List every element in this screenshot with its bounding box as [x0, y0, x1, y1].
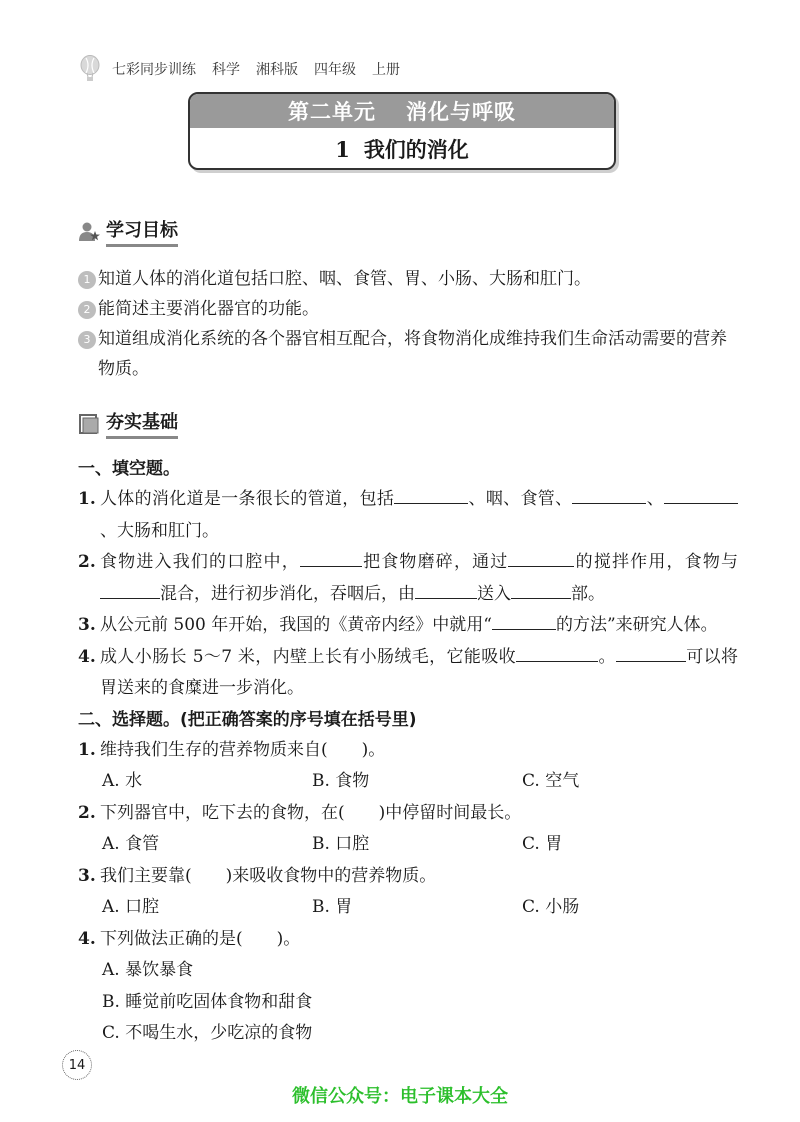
multiple-choice-title: 二、选择题。(把正确答案的序号填在括号里) — [78, 709, 417, 730]
fill-question-3 — [78, 610, 738, 642]
option-c[interactable]: C. 不喝生水，少吃凉的食物 — [102, 1023, 313, 1043]
objective-item — [78, 264, 738, 294]
answer-blank[interactable] — [616, 644, 686, 662]
choice-question-4 — [78, 924, 738, 956]
option-b[interactable]: B. 胃 — [312, 897, 353, 917]
question-text: 送入 — [477, 583, 511, 604]
question-text: 、大肠和肛门。 — [100, 520, 219, 541]
header-series: 七彩同步训练 — [112, 62, 196, 78]
answer-blank[interactable] — [572, 486, 646, 504]
option-b[interactable]: B. 食物 — [312, 771, 370, 791]
question-text: 的方法”来研究人体。 — [555, 615, 718, 635]
unit-title-box — [188, 92, 616, 170]
fill-blank-title: 一、填空题。 — [78, 459, 180, 479]
unit-title — [190, 94, 614, 128]
option-b[interactable]: B. 睡觉前吃固体食物和甜食 — [102, 991, 313, 1012]
question-number: 4. — [78, 928, 96, 949]
balloon-logo-icon — [78, 55, 102, 83]
choice-question-1 — [78, 735, 738, 767]
question-number: 1. — [78, 739, 96, 760]
objectives-heading-label: 学习目标 — [106, 216, 178, 247]
question-text: 食物进入我们的口腔中， — [100, 552, 300, 572]
objective-number: 2 — [78, 301, 96, 319]
answer-blank[interactable] — [394, 486, 468, 504]
choice-question-3 — [78, 861, 738, 893]
header-subject: 科学 — [212, 62, 240, 78]
answer-blank[interactable] — [300, 549, 362, 567]
option-b[interactable]: B. 口腔 — [312, 834, 370, 854]
question-number: 1. — [78, 489, 96, 509]
objectives-heading — [78, 216, 178, 247]
option-c[interactable]: C. 空气 — [522, 771, 580, 791]
option-a[interactable]: A. 水 — [102, 771, 143, 791]
option-a[interactable]: A. 暴饮暴食 — [102, 960, 194, 980]
unit-number: 第二单元 — [288, 99, 376, 124]
choice-options — [78, 892, 738, 924]
question-number: 3. — [78, 615, 96, 635]
choice-options — [78, 829, 738, 861]
lesson-number: 1 — [335, 136, 350, 162]
question-text: 人体的消化道是一条很长的管道，包括 — [100, 489, 395, 509]
question-text: 从公元前 500 年开始，我国的《黄帝内经》中就用“ — [100, 615, 492, 635]
exercise-area — [78, 454, 738, 1050]
objective-item — [78, 294, 738, 324]
question-text: 部。 — [571, 583, 605, 604]
question-text: 、 — [646, 489, 665, 509]
objective-text: 能简述主要消化器官的功能。 — [98, 299, 319, 319]
objective-text: 知道组成消化系统的各个器官相互配合，将食物消化成维持我们生命活动需要的营养物质。 — [98, 329, 727, 379]
option-a[interactable]: A. 食管 — [102, 834, 160, 854]
objective-item — [78, 324, 738, 384]
answer-blank[interactable] — [516, 644, 598, 662]
choice-question-2 — [78, 798, 738, 830]
footer-watermark: 微信公众号：电子课本大全 — [292, 1086, 508, 1107]
header-grade: 四年级 — [314, 62, 356, 78]
option-c[interactable]: C. 胃 — [522, 834, 563, 854]
answer-blank[interactable] — [508, 549, 574, 567]
answer-blank[interactable] — [511, 581, 571, 599]
option-a[interactable]: A. 口腔 — [102, 897, 160, 917]
question-text: 。 — [598, 646, 616, 667]
question-text: 的搅拌作用，食物与 — [574, 552, 739, 572]
question-number: 2. — [78, 802, 96, 823]
question-text: 下列做法正确的是( )。 — [100, 928, 301, 949]
answer-blank[interactable] — [100, 581, 160, 599]
question-text: 成人小肠长 5～7 米，内壁上长有小肠绒毛，它能吸收 — [100, 646, 517, 667]
lesson-title — [190, 128, 614, 170]
question-number: 2. — [78, 552, 96, 572]
unit-name: 消化与呼吸 — [406, 99, 516, 124]
basics-heading — [78, 408, 178, 439]
objective-number: 3 — [78, 331, 96, 349]
page-number: 14 — [62, 1050, 92, 1080]
answer-blank[interactable] — [415, 581, 477, 599]
answer-blank[interactable] — [492, 612, 556, 630]
fill-question-4 — [78, 642, 738, 705]
objective-number: 1 — [78, 271, 96, 289]
question-text: 下列器官中，吃下去的食物，在( )中停留时间最长。 — [100, 802, 522, 823]
fill-question-2 — [78, 547, 738, 610]
basics-heading-label: 夯实基础 — [106, 408, 178, 439]
objective-text: 知道人体的消化道包括口腔、咽、食管、胃、小肠、大肠和肛门。 — [98, 269, 591, 289]
answer-blank[interactable] — [664, 486, 738, 504]
question-text: 、咽、食管、 — [468, 489, 573, 509]
lesson-name: 我们的消化 — [363, 137, 469, 162]
question-text: 可以将胃送来的食糜进一步消化。 — [100, 646, 738, 698]
running-header — [78, 54, 400, 84]
header-volume: 上册 — [372, 62, 400, 78]
question-text: 把食物磨碎，通过 — [361, 552, 509, 572]
question-number: 4. — [78, 646, 96, 667]
question-text: 我们主要靠( )来吸收食物中的营养物质。 — [100, 865, 437, 886]
question-text: 维持我们生存的营养物质来自( )。 — [100, 739, 386, 760]
objectives-list — [78, 264, 738, 384]
question-number: 3. — [78, 865, 96, 886]
choice-options — [78, 766, 738, 798]
fill-question-1 — [78, 484, 738, 547]
book-icon — [78, 413, 100, 435]
question-text: 混合，进行初步消化，吞咽后，由 — [160, 583, 415, 604]
header-edition: 湘科版 — [256, 62, 298, 78]
option-c[interactable]: C. 小肠 — [522, 897, 580, 917]
person-star-icon — [78, 221, 100, 243]
